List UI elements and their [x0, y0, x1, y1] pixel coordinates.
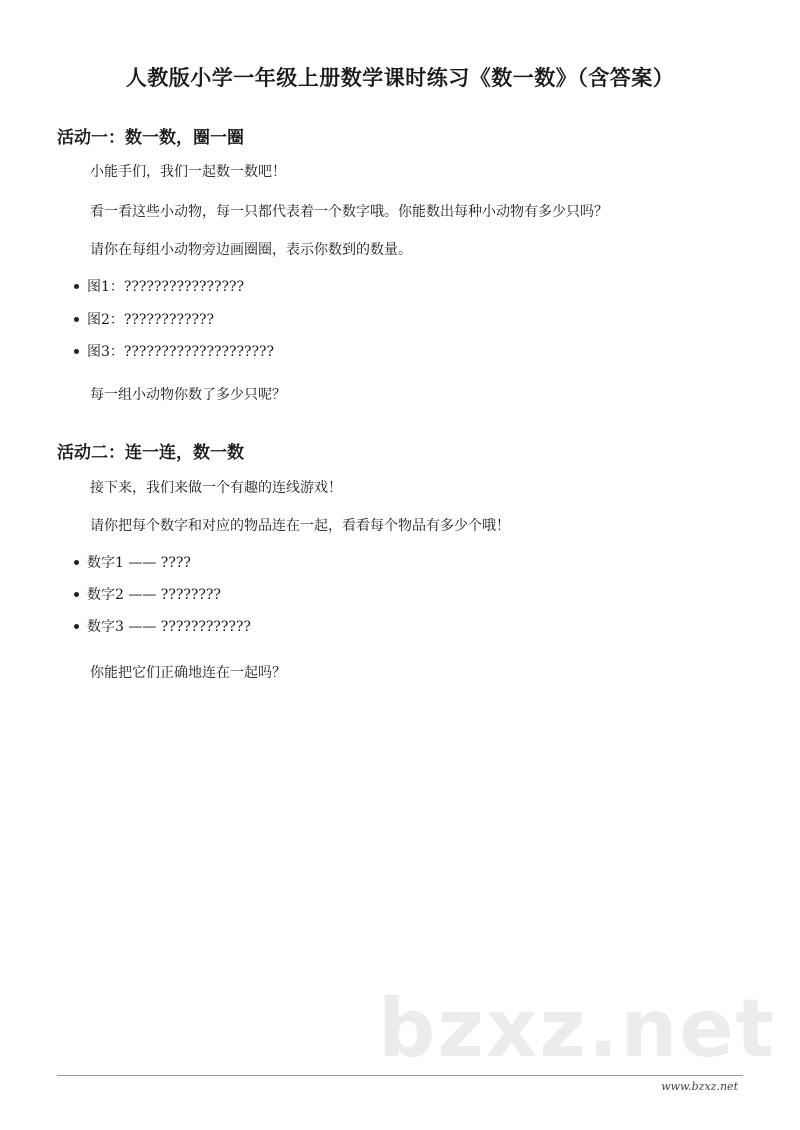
activity-1-paragraph: 小能手们，我们一起数一数吧！ [90, 164, 286, 180]
activity-1-list-item [74, 277, 244, 297]
footer-url: www.bzxz.net [661, 1080, 738, 1093]
list-item-text: 图3：???????????????????? [87, 344, 275, 360]
activity-1-heading: 活动一：数一数，圈一圈 [57, 128, 244, 148]
bullet-icon [74, 349, 79, 354]
list-item-text: 图1：???????????????? [87, 279, 245, 295]
bullet-icon [74, 284, 79, 289]
activity-1-paragraph: 看一看这些小动物，每一只都代表着一个数字哦。你能数出每种小动物有多少只吗？ [90, 204, 608, 220]
activity-2-paragraph: 请你把每个数字和对应的物品连在一起，看看每个物品有多少个哦！ [90, 518, 510, 534]
list-item-text: 数字3 —— ???????????? [87, 619, 251, 635]
bullet-icon [74, 592, 79, 597]
activity-2-list-item [74, 553, 191, 573]
bullet-icon [74, 624, 79, 629]
footer-divider [57, 1075, 743, 1076]
activity-2-paragraph: 接下来，我们来做一个有趣的连线游戏！ [90, 480, 342, 496]
activity-2-list-item [74, 617, 251, 637]
list-item-text: 图2：???????????? [87, 312, 214, 328]
list-item-text: 数字1 —— ???? [87, 555, 191, 571]
activity-2-heading: 活动二：连一连，数一数 [57, 443, 244, 463]
bullet-icon [74, 560, 79, 565]
watermark: bzxz.net [378, 982, 776, 1075]
activity-2-closing: 你能把它们正确地连在一起吗？ [90, 665, 286, 681]
activity-1-closing: 每一组小动物你数了多少只呢？ [90, 387, 286, 403]
list-item-text: 数字2 —— ???????? [87, 587, 221, 603]
page-title: 人教版小学一年级上册数学课时练习《数一数》（含答案） [125, 65, 675, 90]
activity-1-list-item [74, 310, 214, 330]
bullet-icon [74, 317, 79, 322]
activity-1-paragraph: 请你在每组小动物旁边画圈圈，表示你数到的数量。 [90, 242, 412, 258]
activity-2-list-item [74, 585, 221, 605]
activity-1-list-item [74, 342, 274, 362]
